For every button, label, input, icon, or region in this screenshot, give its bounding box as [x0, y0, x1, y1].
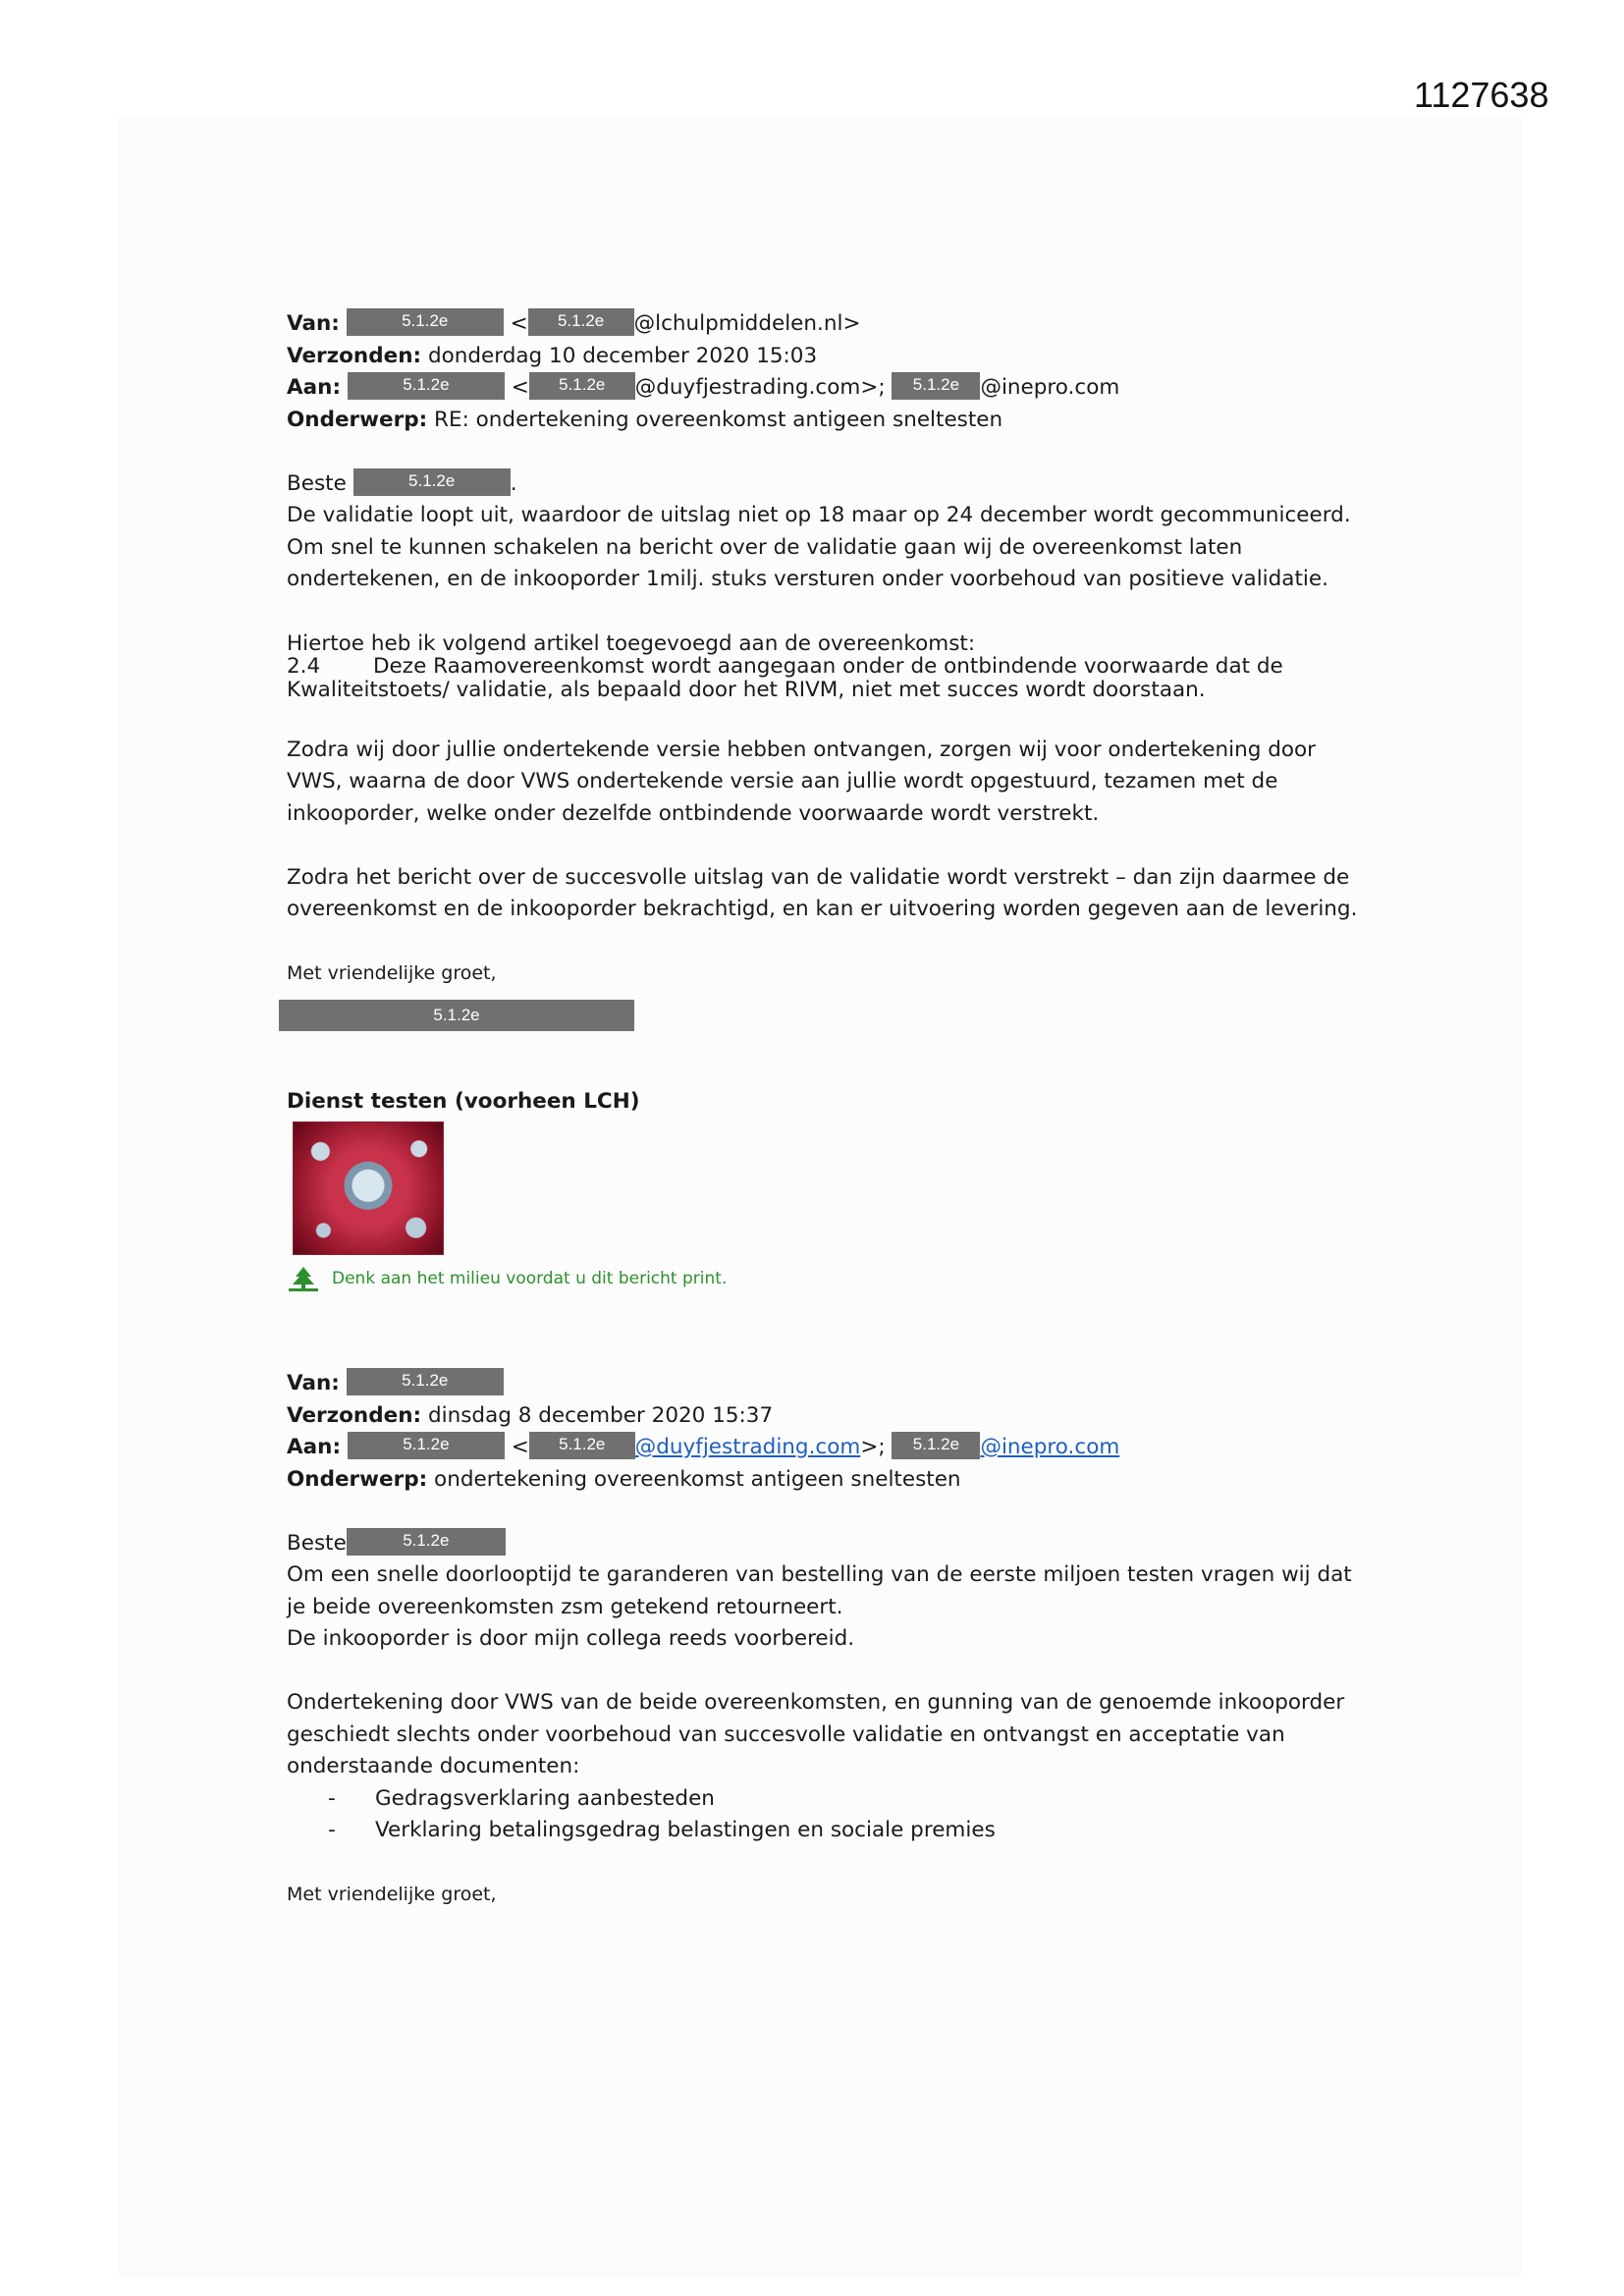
body-line: je beide overeenkomsten zsm getekend retourneert. [287, 1594, 843, 1619]
body-line: Zodra het bericht over de succesvolle uitslag van de validatie wordt verstrekt – dan zijn daarmee de [287, 864, 1350, 890]
sent-value: donderdag 10 december 2020 15:03 [427, 343, 818, 368]
list-item [287, 1783, 1386, 1816]
to-label: Aan: [287, 1435, 342, 1459]
list-dash: - [328, 1818, 336, 1842]
from-label: Van: [287, 1371, 340, 1395]
closing: Met vriendelijke groet, [287, 1884, 497, 1905]
email2-greeting [287, 1528, 1386, 1560]
sent-value: dinsdag 8 december 2020 15:37 [427, 1402, 774, 1428]
to-link-1[interactable]: @duyfjestrading.com [634, 1435, 861, 1459]
subject-label: Onderwerp: [287, 407, 428, 432]
body-line: ondertekenen, en de inkooporder 1milj. stuks versturen onder voorbehoud van positieve validatie. [287, 567, 1328, 591]
department-name: Dienst testen (voorheen LCH) [287, 1088, 640, 1114]
redaction-box: 5.1.2e [529, 372, 635, 400]
email2-subject-line [287, 1464, 1386, 1497]
body-line: VWS, waarna de door VWS ondertekende versie aan jullie wordt opgestuurd, tezamen met de [287, 769, 1278, 793]
body-line: De inkooporder is door mijn collega reeds voorbereid. [287, 1626, 855, 1651]
to-separator: >; [860, 1435, 886, 1459]
signature-redactions [287, 1000, 1386, 1078]
sent-label: Verzonden: [287, 343, 422, 368]
body-line: inkooporder, welke onder dezelfde ontbindende voorwaarde wordt verstrekt. [287, 800, 1100, 826]
email1-greeting: Beste 5.1.2e . [287, 468, 1386, 501]
redaction-box: 5.1.2e [347, 1528, 506, 1556]
email-thread [287, 308, 1386, 1911]
body-line: geschiedt slechts onder voorbehoud van succesvolle validatie en ontvangst en acceptatie van [287, 1722, 1285, 1747]
greeting-text: Beste [287, 1530, 347, 1556]
email1-sent-line [287, 341, 1386, 373]
greeting-text: Beste [287, 470, 347, 496]
from-label: Van: [287, 311, 340, 336]
from-domain: @lchulpmiddelen.nl> [633, 311, 861, 336]
email1-subject-line [287, 405, 1386, 437]
redaction-box: 5.1.2e [348, 1432, 505, 1459]
body-line: Ondertekening door VWS van de beide overeenkomsten, en gunning van de genoemde inkooporder [287, 1690, 1345, 1715]
body-line: Zodra wij door jullie ondertekende versie hebben ontvangen, zorgen wij voor ondertekening door [287, 737, 1316, 762]
email2-sent-line [287, 1400, 1386, 1433]
list-item [287, 1815, 1386, 1847]
list-item-text: Gedragsverklaring aanbesteden [375, 1785, 715, 1811]
redaction-box: 5.1.2e [529, 1432, 635, 1459]
redaction-box: 5.1.2e [353, 468, 511, 496]
document-number: 1127638 [1414, 75, 1549, 115]
redaction-box: 5.1.2e [348, 372, 505, 400]
redaction-box: 5.1.2e [892, 1432, 980, 1459]
to-domain-2: @inepro.com [980, 375, 1120, 400]
email2-to-line: Aan: 5.1.2e < 5.1.2e @duyfjestrading.com>; 5.1.2e @inepro.com [287, 1432, 1386, 1464]
body-line: De validatie loopt uit, waardoor de uitslag niet op 18 maar op 24 december wordt gecommuniceerd. [287, 503, 1351, 527]
body-line: Hiertoe heb ik volgend artikel toegevoegd aan de overeenkomst: [287, 631, 976, 656]
body-line: Om een snelle doorlooptijd te garanderen van bestelling van de eerste miljoen testen vragen wij dat [287, 1562, 1352, 1587]
virus-logo-image [293, 1121, 444, 1255]
body-line: Om snel te kunnen schakelen na bericht over de validatie gaan wij de overeenkomst laten [287, 534, 1243, 560]
redaction-box: 5.1.2e [528, 308, 634, 336]
article-line-2: Kwaliteitstoets/ validatie, als bepaald door het RIVM, niet met succes wordt doorstaan. [287, 678, 1206, 702]
eco-text: Denk aan het milieu voordat u dit bericht print. [332, 1269, 728, 1288]
email2-from-line [287, 1368, 1386, 1400]
to-label: Aan: [287, 375, 342, 400]
redaction-box: 5.1.2e [347, 1368, 504, 1395]
redaction-box: 5.1.2e [279, 1000, 634, 1031]
list-dash: - [328, 1785, 336, 1811]
redaction-box: 5.1.2e [347, 308, 504, 336]
list-item-text: Verklaring betalingsgedrag belastingen en sociale premies [375, 1818, 996, 1842]
article-line-1: Deze Raamovereenkomst wordt aangegaan onder de ontbindende voorwaarde dat de [373, 654, 1283, 679]
to-domain-1: @duyfjestrading.com>; [634, 375, 886, 400]
subject-label: Onderwerp: [287, 1466, 428, 1492]
eco-notice [287, 1263, 1386, 1295]
article-clause [287, 655, 1386, 679]
article-number: 2.4 [287, 654, 321, 679]
redaction-box: 5.1.2e [892, 372, 980, 400]
email1-from-line: Van: 5.1.2e < 5.1.2e @lchulpmiddelen.nl> [287, 308, 1386, 341]
subject-value: ondertekening overeenkomst antigeen sneltesten [434, 1466, 961, 1492]
to-link-2[interactable]: @inepro.com [980, 1435, 1120, 1459]
closing: Met vriendelijke groet, [287, 962, 497, 984]
email1-to-line: Aan: 5.1.2e < 5.1.2e @duyfjestrading.com>; 5.1.2e @inepro.com [287, 372, 1386, 405]
tree-icon [287, 1265, 320, 1292]
subject-value: RE: ondertekening overeenkomst antigeen sneltesten [434, 407, 1003, 432]
body-line: overeenkomst en de inkooporder bekrachtigd, en kan er uitvoering worden gegeven aan de levering. [287, 897, 1358, 921]
body-line: onderstaande documenten: [287, 1754, 580, 1778]
sent-label: Verzonden: [287, 1402, 422, 1428]
